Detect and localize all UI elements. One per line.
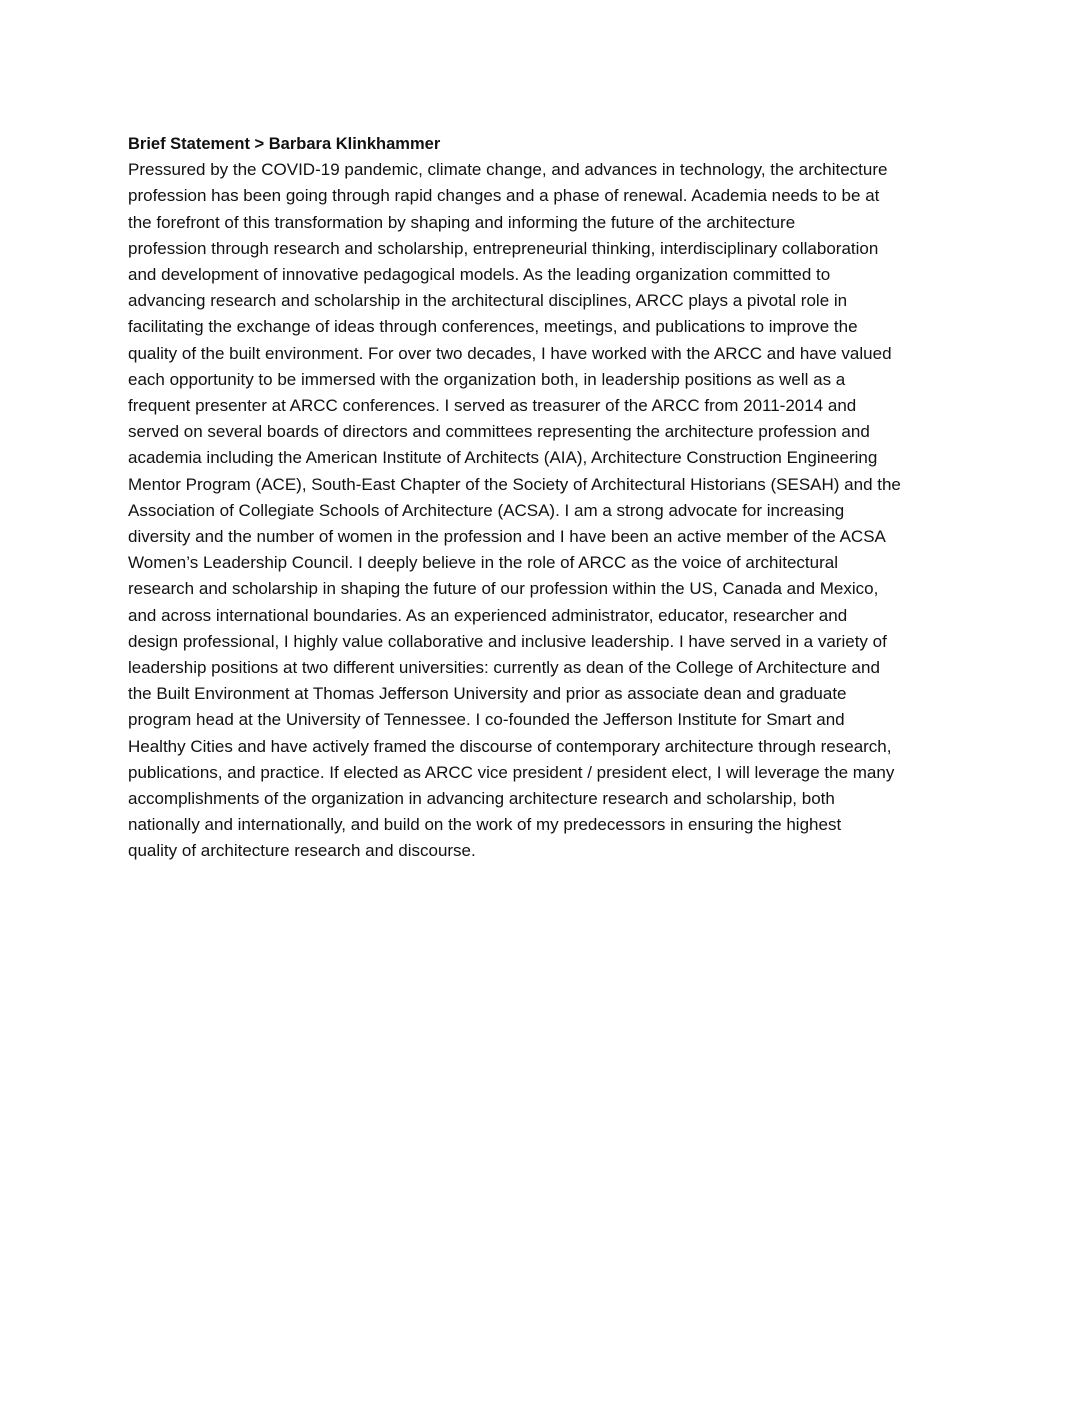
body-line: academia including the American Institute of Architects (AIA), Architecture Construction Engineering <box>128 448 878 468</box>
body-line: and development of innovative pedagogical models. As the leading organization committed to <box>128 265 831 285</box>
body-line: Mentor Program (ACE), South-East Chapter of the Society of Architectural Historians (SESAH) and the <box>128 474 901 494</box>
body-line: each opportunity to be immersed with the organization both, in leadership positions as well as a <box>128 369 846 389</box>
body-line: Women’s Leadership Council. I deeply believe in the role of ARCC as the voice of architectural <box>128 553 838 573</box>
body-line: design professional, I highly value collaborative and inclusive leadership. I have served in a variety of <box>128 631 887 651</box>
body-line: accomplishments of the organization in advancing architecture research and scholarship, both <box>128 789 835 809</box>
body-line: the Built Environment at Thomas Jefferson University and prior as associate dean and graduate <box>128 684 847 704</box>
statement-body <box>128 157 1018 864</box>
statement-heading: Brief Statement > Barbara Klinkhammer <box>128 135 441 153</box>
body-line: advancing research and scholarship in the architectural disciplines, ARCC plays a pivotal role in <box>128 291 848 311</box>
body-line: profession has been going through rapid changes and a phase of renewal. Academia needs to be at <box>128 186 880 206</box>
body-line: and across international boundaries. As an experienced administrator, educator, researcher and <box>128 605 848 625</box>
body-line: diversity and the number of women in the profession and I have been an active member of the ACSA <box>128 527 886 547</box>
body-line: facilitating the exchange of ideas through conferences, meetings, and publications to improve the <box>128 317 858 337</box>
body-line: Healthy Cities and have actively framed the discourse of contemporary architecture through research, <box>128 736 892 756</box>
body-line: profession through research and scholarship, entrepreneurial thinking, interdisciplinary collaboration <box>128 238 879 258</box>
body-line: nationally and internationally, and build on the work of my predecessors in ensuring the highest <box>128 815 842 835</box>
body-line: research and scholarship in shaping the future of our profession within the US, Canada and Mexico, <box>128 579 879 599</box>
statement-section <box>128 131 1018 865</box>
body-line: served on several boards of directors and committees representing the architecture profession and <box>128 422 870 442</box>
body-line: Pressured by the COVID-19 pandemic, climate change, and advances in technology, the architecture <box>128 160 888 180</box>
body-line: Association of Collegiate Schools of Architecture (ACSA). I am a strong advocate for increasing <box>128 500 845 520</box>
body-line: frequent presenter at ARCC conferences. I served as treasurer of the ARCC from 2011-2014 and <box>128 396 857 416</box>
body-line: quality of the built environment. For over two decades, I have worked with the ARCC and have valued <box>128 343 892 363</box>
body-line: quality of architecture research and discourse. <box>128 841 476 861</box>
body-line: the forefront of this transformation by shaping and informing the future of the architecture <box>128 212 796 232</box>
body-line: program head at the University of Tennessee. I co-founded the Jefferson Institute for Smart and <box>128 710 845 730</box>
body-line: leadership positions at two different universities: currently as dean of the College of Architecture and <box>128 658 880 678</box>
body-line: publications, and practice. If elected as ARCC vice president / president elect, I will leverage the many <box>128 762 895 782</box>
